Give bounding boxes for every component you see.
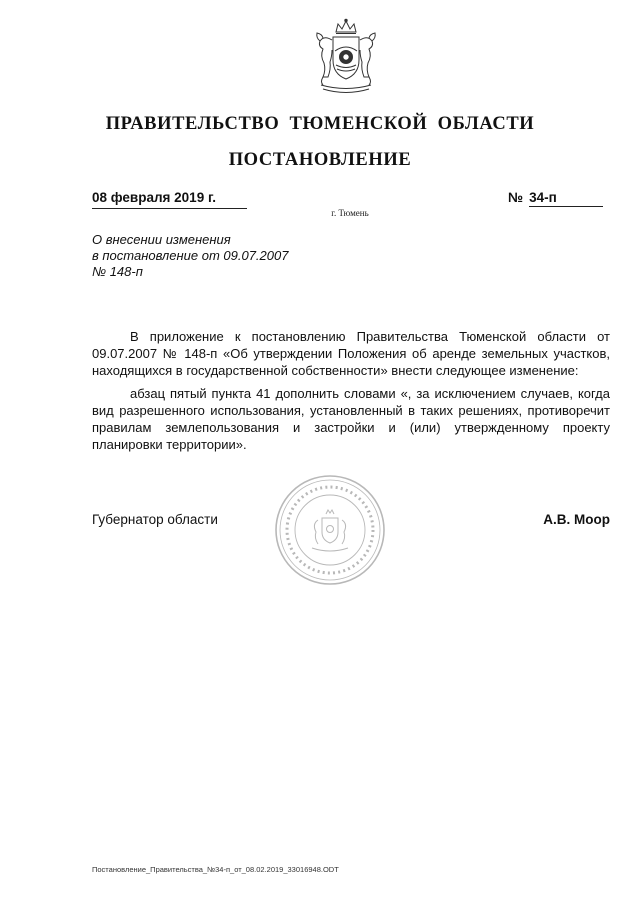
number-field	[508, 189, 610, 207]
body-paragraph: В приложение к постановлению Правительства Тюменской области от 09.07.2007 № 148-п «Об утверждении Положения об аренде земельных участков, находящихся в государственной собственности» внести следующее изменение:	[92, 329, 610, 378]
government-title: ПРАВИТЕЛЬСТВО ТЮМЕНСКОЙ ОБЛАСТИ	[105, 114, 535, 134]
city-label: г. Тюмень	[331, 208, 369, 218]
body-paragraph: абзац пятый пункта 41 дополнить словами «, за исключением случаев, когда вид разрешенного использования, установленный в таких решениях, противоречит правилам землепользования и застройки и (или) утвержденному проекту планировки территории».	[92, 386, 610, 452]
subject-line: О внесении изменения	[92, 232, 231, 247]
signer-name: А.В. Моор	[543, 512, 610, 527]
document-subject	[92, 232, 372, 280]
number-sign: №	[508, 190, 524, 205]
document-body	[92, 328, 610, 459]
date-field	[92, 189, 247, 209]
document-type: ПОСТАНОВЛЕНИЕ	[228, 150, 412, 170]
document-date: 08 февраля 2019 г.	[92, 190, 216, 205]
subject-line: № 148-п	[92, 264, 143, 279]
subject-line: в постановление от 09.07.2007	[92, 248, 289, 263]
footer-filename: Постановление_Правительства_№34-п_от_08.02.2019_33016948.ODT	[92, 865, 339, 874]
tyumen-coat-of-arms-icon	[305, 18, 387, 100]
official-seal-icon	[274, 474, 386, 586]
signer-role: Губернатор области	[92, 512, 218, 527]
document-number: 34-п	[529, 190, 603, 207]
